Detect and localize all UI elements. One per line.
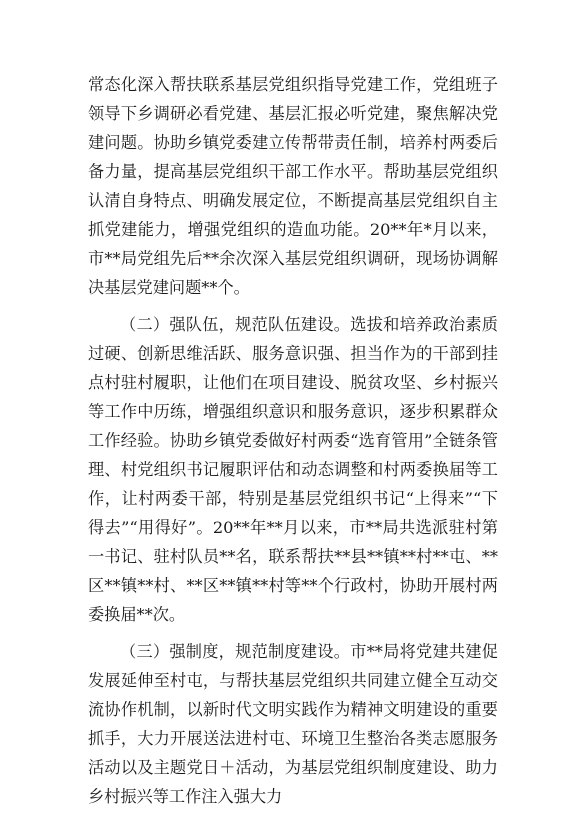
paragraph-section-two: （二）强队伍，规范队伍建设。选拔和培养政治素质过硬、创新思维活跃、服务意识强、担当作为的干部到挂点村驻村履职，让他们在项目建设、脱贫攻坚、乡村振兴等工作中历练，增强组织意识和服务意识，逐步积累群众工作经验。协助乡镇党委做好村两委“选育管用”全链条管理、村党组织书记履职评估和动态调整和村两委换届等工作，让村两委干部，特别是基层党组织书记“上得来”“下得去”“用得好”。20**年**月以来，市**局共选派驻村第一书记、驻村队员**名，联系帮扶**县**镇**村**屯、**区**镇**村、**区**镇**村等**个行政村，协助开展村两委换届**次。: [88, 315, 498, 624]
paragraph-section-three: （三）强制度，规范制度建设。市**局将党建共建促发展延伸至村屯，与帮扶基层党组织共同建立健全互动交流协作机制，以新时代文明实践作为精神文明建设的重要抓手，大力开展送法进村屯、环境卫生整治各类志愿服务活动以及主题党日＋活动，为基层党组织制度建设、助力乡村振兴等工作注入强大力: [88, 642, 498, 806]
paragraph-continuation: 常态化深入帮扶联系基层党组织指导党建工作，党组班子领导下乡调研必看党建、基层汇报必听党建，聚焦解决党建问题。协助乡镇党委建立传帮带责任制，培养村两委后备力量，提高基层党组织干部工作水平。帮助基层党组织认清自身特点、明确发展定位，不断提高基层党组织自主抓党建能力，增强党组织的造血功能。20**年*月以来，市**局党组先后**余次深入基层党组织调研，现场协调解决基层党建问题**个。: [88, 75, 498, 297]
document-body: [88, 70, 498, 819]
